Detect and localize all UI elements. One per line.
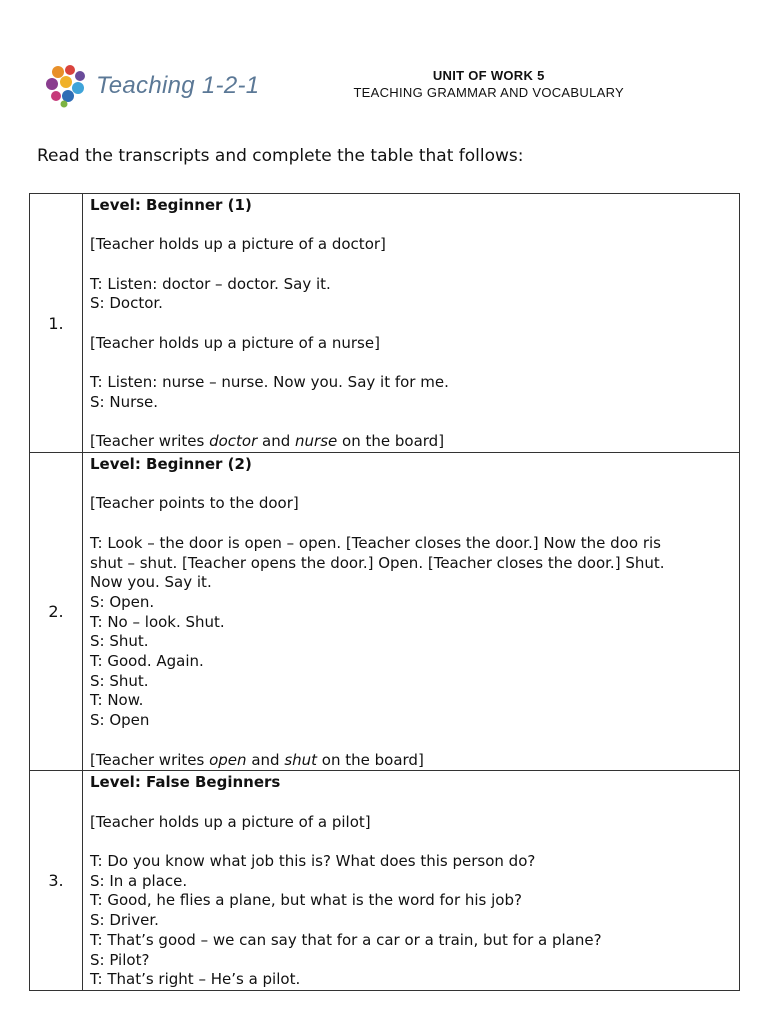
transcript-line: T: Listen: nurse – nurse. Now you. Say it for me. [90,373,449,392]
instruction-text: Read the transcripts and complete the table that follows: [37,146,524,166]
table-row [30,771,740,991]
transcript-line: [Teacher holds up a picture of a doctor] [90,235,386,254]
transcript-line: T: That’s good – we can say that for a car or a train, but for a plane? [90,930,602,949]
transcript-line: S: Shut. [90,632,149,651]
transcript-line: S: Open. [90,592,155,611]
transcript-cell [83,453,740,771]
transcript-cell [83,194,740,453]
transcript-line: T: Look – the door is open – open. [Teacher closes the door.] Now the doo ris [90,533,661,552]
logo-text: Teaching 1-2-1 [96,72,260,99]
board-note: [Teacher writes open and shut on the board] [90,750,424,769]
level-label: Level: Beginner (1) [90,196,252,214]
board-note: [Teacher writes doctor and nurse on the board] [90,432,445,451]
transcripts-table [29,193,740,991]
table-row [30,453,740,771]
transcript-line: [Teacher holds up a picture of a nurse] [90,333,380,352]
row-number: 2. [30,453,83,771]
unit-title: UNIT OF WORK 5 [432,68,545,83]
transcript-line: [Teacher points to the door] [90,494,299,513]
transcript-line: S: Pilot? [90,950,150,969]
transcript-line: T: Listen: doctor – doctor. Say it. [90,274,331,293]
transcript-line: Now you. Say it. [90,573,212,592]
table-row [30,194,740,453]
transcript-line: S: Open [90,711,150,730]
level-label: Level: False Beginners [90,773,281,792]
transcript-line: shut – shut. [Teacher opens the door.] Open. [Teacher closes the door.] Shut. [90,553,665,572]
colored-dots-logo-icon [44,64,90,108]
transcript-line: S: Nurse. [90,392,159,411]
teaching-121-logo [44,62,259,110]
transcript-line: T: Good, he flies a plane, but what is the word for his job? [90,891,522,910]
transcript-line: T: Now. [90,691,144,710]
row-number: 3. [30,771,83,991]
transcript-line: S: Shut. [90,671,149,690]
row-number: 1. [30,194,83,453]
transcript-line: T: Good. Again. [90,652,204,671]
unit-subtitle: TEACHING GRAMMAR AND VOCABULARY [353,85,624,100]
page-header [44,62,744,114]
transcript-line: T: No – look. Shut. [90,612,225,631]
transcript-line: S: Driver. [90,911,159,930]
level-label: Level: Beginner (2) [90,455,252,474]
transcript-line: T: Do you know what job this is? What does this person do? [90,852,536,871]
transcript-cell [83,771,740,991]
transcript-line: [Teacher holds up a picture of a pilot] [90,812,371,831]
unit-heading [353,68,624,100]
transcript-line: S: In a place. [90,871,188,890]
transcript-line: T: That’s right – He’s a pilot. [90,970,301,989]
transcript-line: S: Doctor. [90,294,163,313]
